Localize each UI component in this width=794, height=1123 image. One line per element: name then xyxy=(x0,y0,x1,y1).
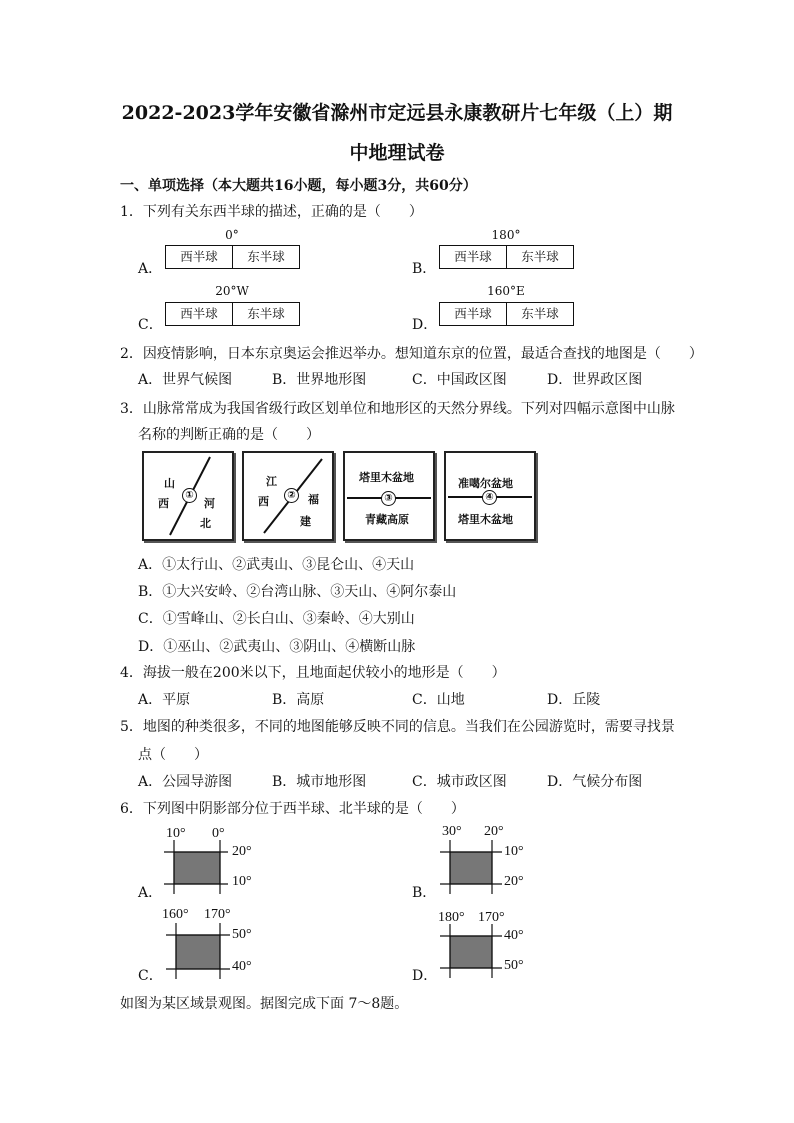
east-label: 东半球 xyxy=(506,246,573,268)
q4-option-a[interactable]: A．平原 xyxy=(138,692,191,708)
q7-8-intro: 如图为某区域景观图。据图完成下面 7～8题。 xyxy=(120,996,409,1012)
longitude-label: 170° xyxy=(204,907,231,922)
q3-map-2 xyxy=(242,451,334,541)
east-label: 东半球 xyxy=(232,303,299,325)
degree-label: 160°E xyxy=(487,284,525,298)
latitude-label: 50° xyxy=(504,958,524,973)
option-letter: B． xyxy=(412,261,437,277)
province-label: 福 xyxy=(308,493,319,506)
q3-option-c[interactable]: C．①雪峰山、②长白山、③秦岭、④大别山 xyxy=(138,611,415,627)
west-label: 西半球 xyxy=(454,306,492,321)
option-letter: D． xyxy=(412,317,438,333)
title-line-2: 中地理试卷 xyxy=(349,142,445,164)
province-label: 建 xyxy=(300,515,311,528)
option-letter: C． xyxy=(138,317,163,333)
q3-map-4 xyxy=(444,451,536,541)
option-letter: C． xyxy=(138,968,163,984)
grid-figure xyxy=(438,824,538,894)
west-label: 西半球 xyxy=(180,306,218,321)
section-heading: 一、单项选择（本大题共16小题，每小题3分，共60分） xyxy=(120,178,477,194)
province-label: 西 xyxy=(258,495,269,508)
longitude-label: 30° xyxy=(442,824,462,839)
longitude-label: 180° xyxy=(438,910,465,925)
province-label: 江 xyxy=(266,475,277,488)
grid-figure xyxy=(436,910,546,982)
region-label: 青藏高原 xyxy=(365,513,409,526)
west-label: 西半球 xyxy=(180,249,218,264)
q4-option-d[interactable]: D．丘陵 xyxy=(547,692,601,708)
province-label: 北 xyxy=(200,517,211,530)
latitude-label: 20° xyxy=(504,874,524,889)
q4-option-c[interactable]: C．山地 xyxy=(412,692,465,708)
longitude-label: 10° xyxy=(166,826,186,841)
q3-option-b[interactable]: B．①大兴安岭、②台湾山脉、③天山、④阿尔泰山 xyxy=(138,584,457,600)
option-letter: A． xyxy=(138,261,163,277)
region-label: 塔里木盆地 xyxy=(458,513,513,526)
map-number: ① xyxy=(182,488,197,503)
west-label: 西半球 xyxy=(454,249,492,264)
q3-stem-line-1: 3．山脉常常成为我国省级行政区划单位和地形区的天然分界线。下列对四幅示意图中山脉 xyxy=(120,401,675,417)
longitude-label: 0° xyxy=(212,826,225,841)
degree-label: 180° xyxy=(491,228,521,242)
grid-figure xyxy=(160,907,270,979)
q2-option-c[interactable]: C．中国政区图 xyxy=(412,372,507,388)
province-label: 西 xyxy=(158,497,169,510)
province-label: 山 xyxy=(164,477,175,490)
hemisphere-box xyxy=(439,302,574,326)
q5-stem-line-1: 5．地图的种类很多，不同的地图能够反映不同的信息。当我们在公园游览时，需要寻找景 xyxy=(120,719,675,735)
q3-option-d[interactable]: D．①巫山、②武夷山、③阴山、④横断山脉 xyxy=(138,639,416,655)
q2-option-a[interactable]: A．世界气候图 xyxy=(138,372,233,388)
q4-option-b[interactable]: B．高原 xyxy=(272,692,325,708)
hemisphere-box xyxy=(439,245,574,269)
longitude-label: 170° xyxy=(478,910,505,925)
longitude-label: 20° xyxy=(484,824,504,839)
q3-stem-line-2: 名称的判断正确的是（ ） xyxy=(138,427,320,443)
east-label: 东半球 xyxy=(506,303,573,325)
q2-option-d[interactable]: D．世界政区图 xyxy=(547,372,643,388)
latitude-label: 40° xyxy=(232,959,252,974)
map-number: ③ xyxy=(381,491,396,506)
latitude-label: 10° xyxy=(504,844,524,859)
latitude-label: 40° xyxy=(504,928,524,943)
region-label: 准噶尔盆地 xyxy=(458,477,513,490)
latitude-label: 20° xyxy=(232,844,252,859)
q3-map-1 xyxy=(142,451,234,541)
q6-stem: 6．下列图中阴影部分位于西半球、北半球的是（ ） xyxy=(120,801,465,817)
option-letter: A． xyxy=(138,885,163,901)
q2-stem: 2．因疫情影响，日本东京奥运会推迟举办。想知道东京的位置，最适合查找的地图是（ ） xyxy=(120,346,703,362)
latitude-label: 50° xyxy=(232,927,252,942)
degree-label: 0° xyxy=(225,228,239,242)
region-label: 塔里木盆地 xyxy=(359,471,414,484)
q5-option-a[interactable]: A．公园导游图 xyxy=(138,774,233,790)
q1-stem: 1．下列有关东西半球的描述，正确的是（ ） xyxy=(120,204,423,220)
grid-figure xyxy=(160,826,260,896)
title-line-1: 2022-2023学年安徽省滁州市定远县永康教研片七年级（上）期 xyxy=(121,102,673,124)
q5-option-b[interactable]: B．城市地形图 xyxy=(272,774,367,790)
q5-stem-line-2: 点（ ） xyxy=(138,747,208,763)
province-label: 河 xyxy=(204,497,215,510)
option-letter: B． xyxy=(412,885,437,901)
q3-map-3 xyxy=(343,451,435,541)
q2-option-b[interactable]: B．世界地形图 xyxy=(272,372,367,388)
option-letter: D． xyxy=(412,968,438,984)
map-number: ② xyxy=(284,488,299,503)
east-label: 东半球 xyxy=(232,246,299,268)
q5-option-d[interactable]: D．气候分布图 xyxy=(547,774,643,790)
q5-option-c[interactable]: C．城市政区图 xyxy=(412,774,507,790)
q3-option-a[interactable]: A．①太行山、②武夷山、③昆仑山、④天山 xyxy=(138,557,415,573)
hemisphere-box xyxy=(165,302,300,326)
map-number: ④ xyxy=(482,490,497,505)
hemisphere-box xyxy=(165,245,300,269)
longitude-label: 160° xyxy=(162,907,189,922)
q4-stem: 4．海拔一般在200米以下，且地面起伏较小的地形是（ ） xyxy=(120,665,506,681)
latitude-label: 10° xyxy=(232,874,252,889)
degree-label: 20°W xyxy=(215,284,249,298)
